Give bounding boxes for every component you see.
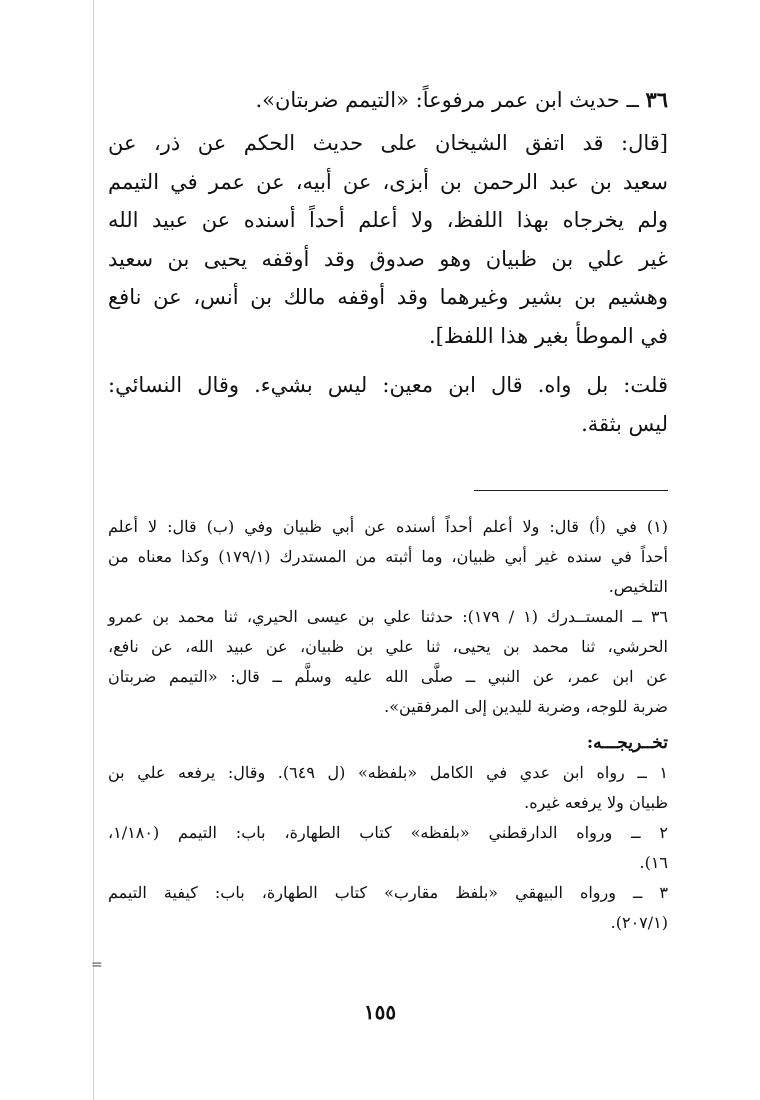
footnote-line: عن ابن عمر، عن النبي ــ صلَّى الله عليه وسلَّم ــ قال: «التيمم ضربتان	[108, 667, 668, 686]
footnote-separator	[474, 490, 668, 491]
takhrij-line: ٢ ــ ورواه الدارقطني «بلفظه» كتاب الطهارة، باب: التيمم (١/١٨٠،	[108, 823, 668, 842]
quote-line: وهشيم بن بشير وغيرهما وقد أوقفه مالك بن أنس، عن نافع	[108, 285, 668, 309]
quote-line: غير علي بن ظبيان وهو صدوق وقد أوقفه يحيى بن سعيد	[108, 246, 668, 271]
comment-paragraph	[108, 366, 668, 443]
quote-paragraph	[108, 124, 668, 355]
takhrij-item-1	[108, 758, 668, 818]
margin-mark: =	[91, 957, 103, 973]
footnote-line: التلخيص.	[608, 577, 668, 596]
footnote-line: الحرشي، ثنا محمد بن يحيى، ثنا علي بن ظبيان، عن عبيد الله، عن نافع،	[108, 637, 668, 656]
quote-line: في الموطأ بغير هذا اللفظ].	[428, 323, 668, 348]
comment-line: قلت: بل واه. قال ابن معين: ليس بشيء. وقال النسائي:	[108, 373, 668, 397]
margin-rule	[93, 0, 94, 1100]
takhrij-line: ١٦).	[639, 853, 668, 872]
footnotes	[108, 512, 668, 938]
footnote-line: أحداً في سنده غير أبي ظبيان، وما أثبته من المستدرك (١٧٩/١) وكذا معناه من	[108, 547, 669, 566]
hadith-number: ٣٦	[645, 87, 668, 112]
main-text	[108, 80, 668, 443]
footnote-36	[108, 602, 668, 722]
hadith-title: ــ حديث ابن عمر مرفوعاً: «التيمم ضربتان».	[255, 88, 639, 112]
quote-line: [قال: قد اتفق الشيخان على حديث الحكم عن ذر، عن	[108, 131, 668, 155]
quote-line: ولم يخرجاه بهذا اللفظ، ولا أعلم أحداً أسنده عن عبيد الله	[108, 208, 668, 232]
hadith-heading	[108, 80, 668, 120]
takhrij-heading: تخــريجـــه:	[586, 733, 668, 753]
footnote-line: ٣٦ ــ المستــدرك (١ / ١٧٩): حدثنا علي بن عيسى الحيري، ثنا محمد بن عمرو	[108, 607, 669, 626]
takhrij-item-3	[108, 878, 668, 938]
comment-line: ليس بثقة.	[581, 411, 668, 436]
quote-line: سعيد بن عبد الرحمن بن أبزى، عن أبيه، عن عمر في التيمم	[108, 169, 668, 194]
footnote-line: ضربة للوجه، وضربة لليدين إلى المرفقين».	[384, 697, 668, 716]
takhrij-item-2	[108, 818, 668, 878]
footnote-1	[108, 512, 668, 602]
page-number: ١٥٥	[363, 1000, 397, 1024]
takhrij-line: ١ ــ رواه ابن عدي في الكامل «بلفظه» (ل ٦٤٩). وقال: يرفعه علي بن	[108, 763, 668, 782]
takhrij-line: (٢٠٧/١).	[610, 913, 668, 932]
footnote-line: (١) في (أ) قال: ولا أعلم أحداً أسنده عن أبي ظبيان وفي (ب) قال: لا أعلم	[108, 517, 668, 536]
takhrij-line: ظبيان ولا يرفعه غيره.	[524, 793, 668, 812]
takhrij-line: ٣ ــ ورواه البيهقي «بلفظ مقارب» كتاب الطهارة، باب: كيفية التيمم	[108, 883, 668, 902]
